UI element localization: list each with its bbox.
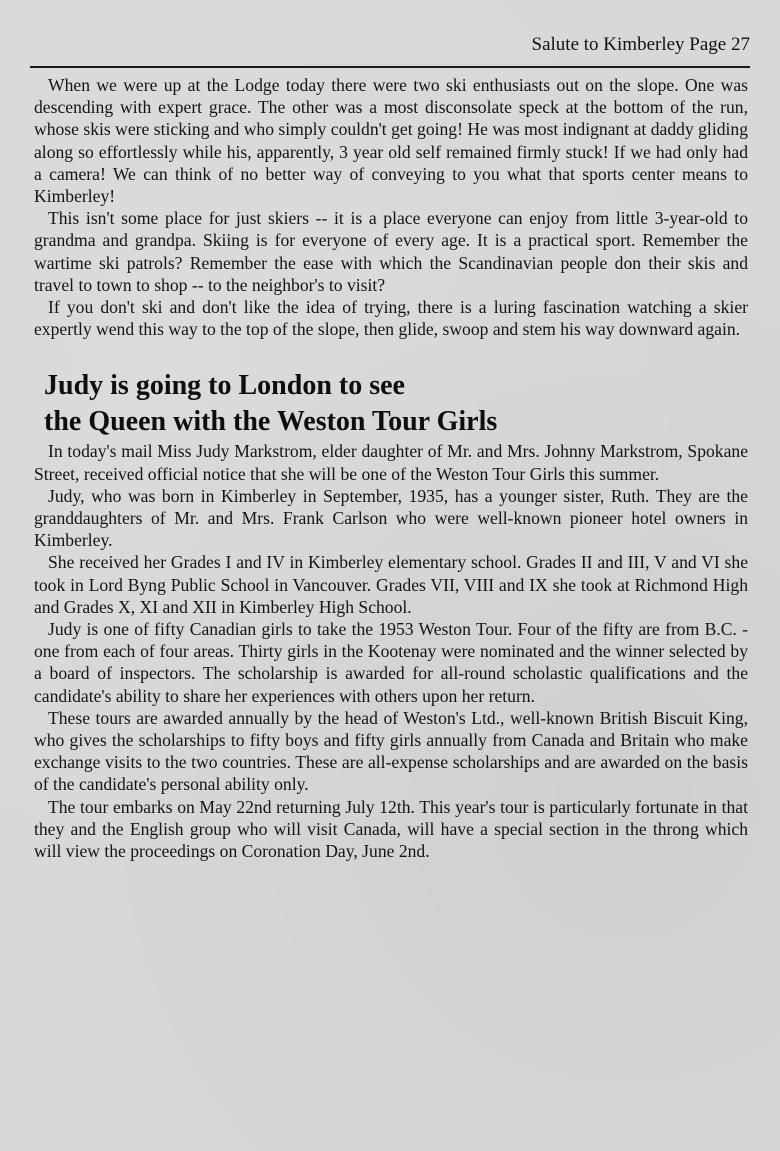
intro-story <box>34 74 748 340</box>
paragraph: If you don't ski and don't like the idea of trying, there is a luring fascination watching a skier expertly wend this way to the top of the slope, then glide, swoop and stem his way downward again. <box>34 297 748 340</box>
page-title: Salute to Kimberley Page 27 <box>531 34 750 55</box>
page-content <box>30 68 750 862</box>
paragraph: Judy is one of fifty Canadian girls to take the 1953 Weston Tour. Four of the fifty are from B.C. - one from each of four areas. Thirty girls in the Kootenay were nominated and the winner selected by a board of inspectors. The scholarship is awarded for all-round scholastic qualifications and the candidate's ability to share her experiences with others upon her return. <box>34 619 748 706</box>
page-header <box>30 0 750 68</box>
paragraph: She received her Grades I and IV in Kimberley elementary school. Grades II and III, V and VI she took in Lord Byng Public School in Vancouver. Grades VII, VIII and IX she took at Richmond High and Grades X, XI and XII in Kimberley High School. <box>34 552 748 617</box>
paragraph: When we were up at the Lodge today there were two ski enthusiasts out on the slope. One was descending with expert grace. The other was a most disconsolate speck at the bottom of the run, whose skis were sticking and who simply couldn't get going! He was most indignant at daddy gliding along so effortlessly while his, apparently, 3 year old self remained firmly stuck! If we had only had a camera! We can think of no better way of conveying to you what that sports center means to Kimberley! <box>34 75 748 207</box>
article-body <box>34 440 748 862</box>
paragraph: Judy, who was born in Kimberley in September, 1935, has a younger sister, Ruth. They are the granddaughters of Mr. and Mrs. Frank Carlson who were well-known pioneer hotel owners in Kimberley. <box>34 485 748 551</box>
paragraph: These tours are awarded annually by the head of Weston's Ltd., well-known British Biscuit King, who gives the scholarships to fifty boys and fifty girls annually from Canada and Britain who make exchange visits to the two countries. These are all-expense scholarships and are awarded on the basis of the candidate's personal ability only. <box>34 707 748 795</box>
paragraph: This isn't some place for just skiers -- it is a place everyone can enjoy from little 3-year-old to grandma and grandpa. Skiing is for everyone of every age. It is a practical sport. Remember the wartime ski patrols? Remember the ease with which the Scandinavian people don their skis and travel to town to shop -- to the neighbor's to visit? <box>34 208 748 295</box>
paragraph: In today's mail Miss Judy Markstrom, elder daughter of Mr. and Mrs. Johnny Markstrom, Spokane Street, received official notice that she will be one of the Weston Tour Girls this summer. <box>34 441 748 484</box>
article-headline <box>34 368 748 440</box>
headline-line: the Queen with the Weston Tour Girls <box>44 406 498 438</box>
paragraph: The tour embarks on May 22nd returning July 12th. This year's tour is particularly fortunate in that they and the English group who will visit Canada, will have a special section in the throng which will view the proceedings on Coronation Day, June 2nd. <box>34 796 748 862</box>
headline-line: Judy is going to London to see <box>44 370 405 402</box>
